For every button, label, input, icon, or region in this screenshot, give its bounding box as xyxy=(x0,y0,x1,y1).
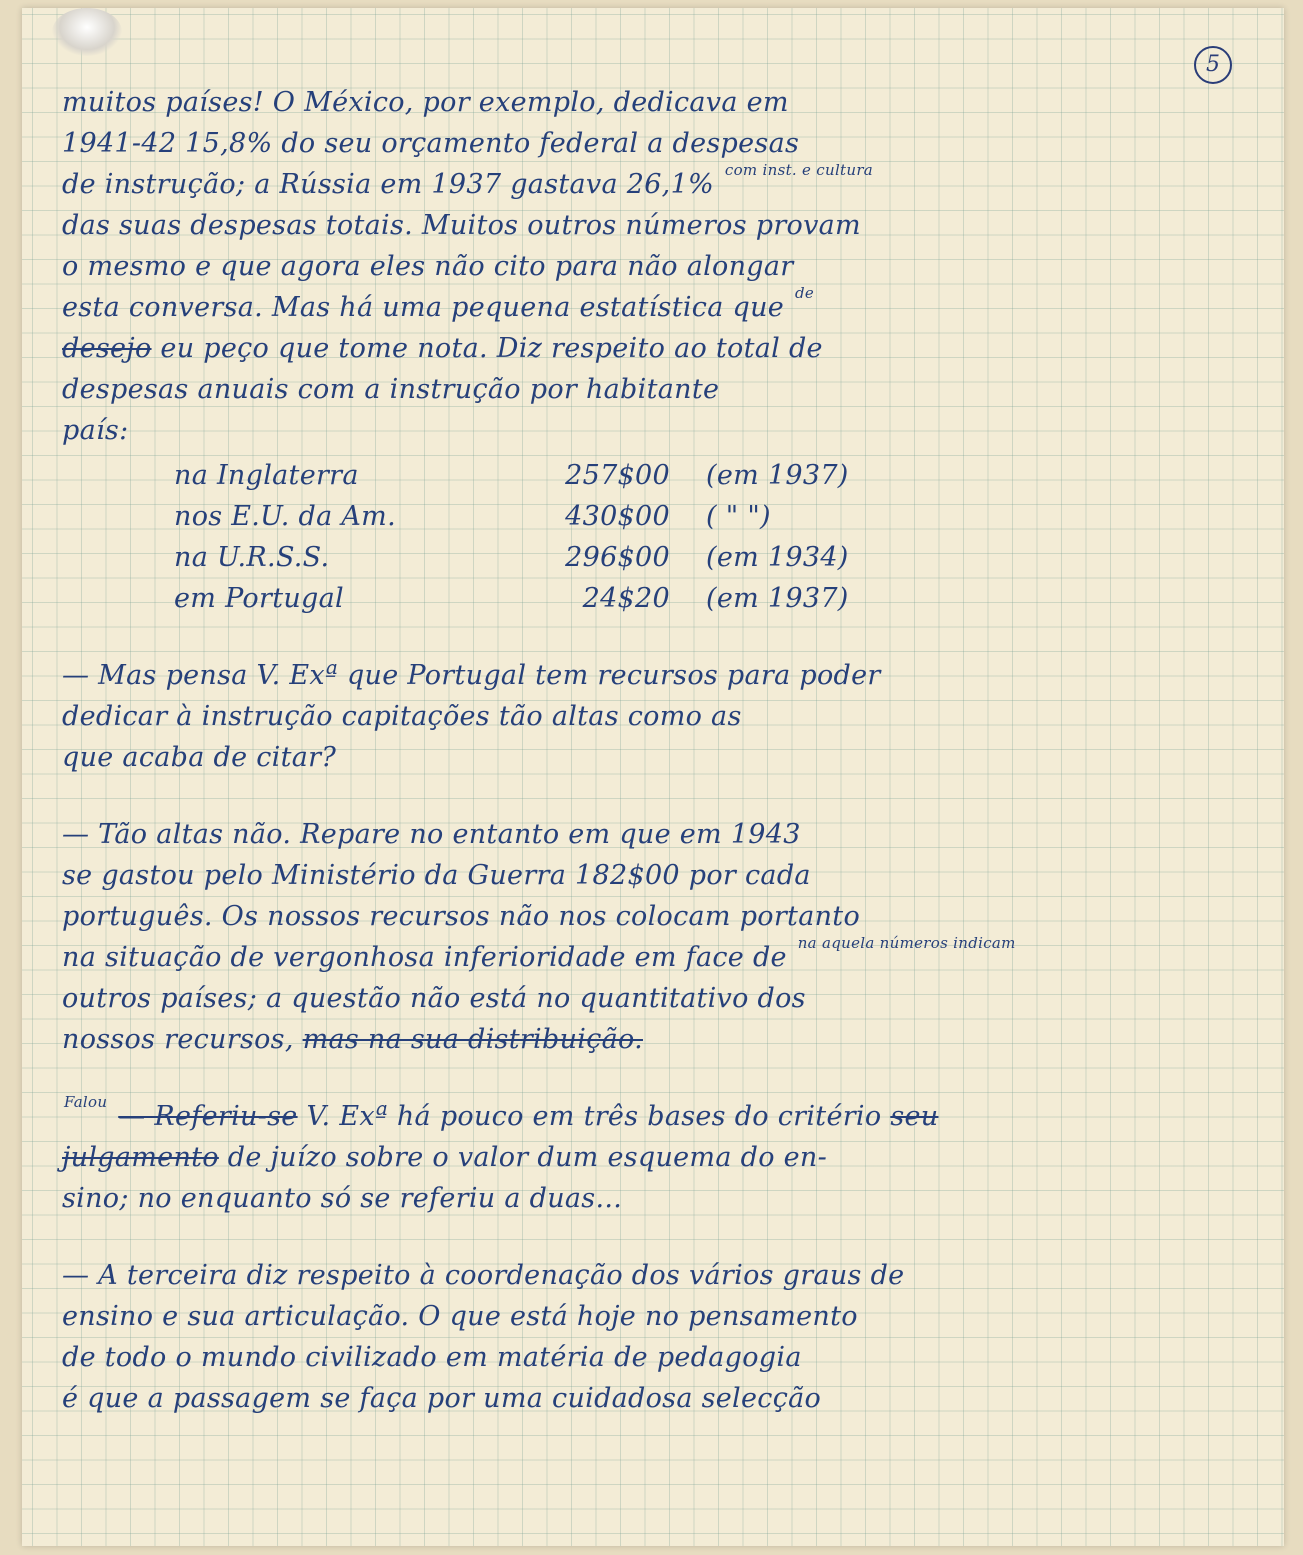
paragraph-4 xyxy=(62,1093,1272,1219)
table-row xyxy=(174,496,1272,537)
table-row xyxy=(174,455,1272,496)
text-line: — Mas pensa V. Exª que Portugal tem recursos para poder xyxy=(62,660,881,691)
text-line: de todo o mundo civilizado em matéria de pedagogia xyxy=(62,1342,802,1373)
text-line-content: esta conversa. Mas há uma pequena estatística que xyxy=(62,292,785,323)
struck-phrase: mas na sua distribuição. xyxy=(302,1024,643,1055)
struck-word: julgamento xyxy=(62,1142,219,1173)
value-cell: 24$20 xyxy=(582,583,670,614)
paragraph-1 xyxy=(62,82,1272,451)
text-line-content: na situação de vergonhosa inferioridade em face de xyxy=(62,942,787,973)
text-line: das suas despesas totais. Muitos outros números provam xyxy=(62,210,861,241)
text-line: país: xyxy=(62,415,129,446)
year-cell: (em 1937) xyxy=(706,583,849,614)
text-line-content: nossos recursos, xyxy=(62,1024,294,1055)
paragraph-5 xyxy=(62,1255,1272,1419)
table-row xyxy=(174,537,1272,578)
year-cell: (em 1937) xyxy=(706,460,849,491)
text-line-content: eu peço que tome nota. Diz respeito ao total de xyxy=(160,333,823,364)
country-cell: nos E.U. da Am. xyxy=(174,501,396,532)
text-line: se gastou pelo Ministério da Guerra 182$00 por cada xyxy=(62,860,811,891)
table-row xyxy=(174,578,1272,619)
text-line: muitos países! O México, por exemplo, dedicava em xyxy=(62,87,789,118)
text-line: ensino e sua articulação. O que está hoje no pensamento xyxy=(62,1301,858,1332)
value-cell: 257$00 xyxy=(565,460,670,491)
year-cell: (em 1934) xyxy=(706,542,849,573)
text-line: é que a passagem se faça por uma cuidadosa selecção xyxy=(62,1383,822,1414)
text-line: outros países; a questão não está no quantitativo dos xyxy=(62,983,806,1014)
notebook-page xyxy=(22,8,1284,1546)
paragraph-2 xyxy=(62,655,1272,778)
statistics-table xyxy=(174,455,1272,619)
year-cell: ( " ") xyxy=(706,501,771,532)
text-line xyxy=(62,284,1272,328)
text-line xyxy=(62,328,1272,369)
text-line: dedicar à instrução capitações tão altas como as xyxy=(62,701,742,732)
text-line xyxy=(62,1019,1272,1060)
struck-word: — Referiu-se xyxy=(118,1101,298,1132)
text-line-content: de instrução; a Rússia em 1937 gastava 26,1% xyxy=(62,169,714,200)
text-line xyxy=(62,161,1272,205)
text-line: português. Os nossos recursos não nos colocam portanto xyxy=(62,901,860,932)
interlinear-insertion: na aquela números indicam xyxy=(797,934,1016,952)
country-cell: na Inglaterra xyxy=(174,460,359,491)
text-line xyxy=(62,934,1272,978)
struck-word: seu xyxy=(890,1101,939,1132)
value-cell: 296$00 xyxy=(565,542,670,573)
text-line: o mesmo e que agora eles não cito para não alongar xyxy=(62,251,794,282)
country-cell: na U.R.S.S. xyxy=(174,542,330,573)
text-line-content: V. Exª há pouco em três bases do critério xyxy=(306,1101,882,1132)
interlinear-insertion: de xyxy=(794,284,815,302)
struck-word: desejo xyxy=(62,333,152,364)
text-line-content: de juízo sobre o valor dum esquema do en- xyxy=(227,1142,828,1173)
text-line: — Tão altas não. Repare no entanto em que em 1943 xyxy=(62,819,801,850)
value-cell: 430$00 xyxy=(565,501,670,532)
text-line xyxy=(62,1093,1272,1137)
handwritten-text xyxy=(62,82,1272,1419)
page-number: 5 xyxy=(1194,46,1232,84)
text-line: 1941-42 15,8% do seu orçamento federal a despesas xyxy=(62,128,800,159)
torn-corner xyxy=(52,8,122,56)
text-line: sino; no enquanto só se referiu a duas... xyxy=(62,1183,623,1214)
interlinear-insertion: com inst. e cultura xyxy=(724,161,874,179)
text-line: que acaba de citar? xyxy=(62,742,337,773)
text-line xyxy=(62,1137,1272,1178)
paragraph-3 xyxy=(62,814,1272,1060)
interlinear-insertion: Falou xyxy=(64,1093,108,1111)
country-cell: em Portugal xyxy=(174,583,344,614)
text-line: — A terceira diz respeito à coordenação dos vários graus de xyxy=(62,1260,905,1291)
text-line: despesas anuais com a instrução por habitante xyxy=(62,374,720,405)
